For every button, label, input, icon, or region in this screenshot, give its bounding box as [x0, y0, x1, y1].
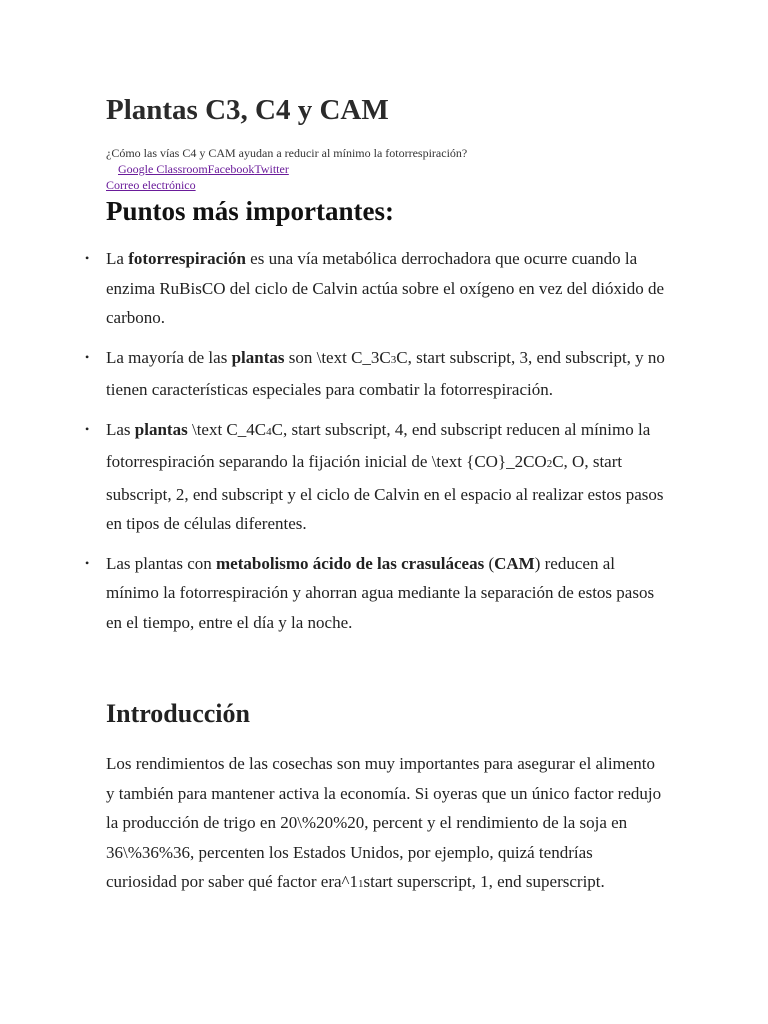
text-span: La — [106, 249, 129, 268]
share-twitter-link[interactable]: Twitter — [254, 162, 289, 176]
subscript: 3 — [390, 353, 397, 366]
share-google-classroom-link[interactable]: Google Classroom — [118, 162, 208, 176]
subscript: 2 — [546, 458, 553, 470]
key-points-list — [85, 244, 666, 647]
text-span: son \text C_3C — [284, 347, 391, 367]
text-span: Las plantas con — [106, 553, 216, 573]
text-span: C, start subscript, 3, end subscript, y no tienen características especiales para combatir la fotorrespiración. — [106, 347, 665, 399]
share-facebook-link[interactable]: Facebook — [207, 162, 255, 176]
introduction-heading: Introducción — [106, 699, 250, 728]
share-email-link[interactable]: Correo electrónico — [106, 178, 196, 192]
introduction-paragraph — [106, 749, 666, 900]
list-item — [85, 244, 666, 333]
superscript: 1 — [358, 878, 364, 890]
text-span: Las — [106, 419, 135, 439]
list-item — [85, 549, 666, 638]
bold-term: plantas — [134, 419, 188, 439]
bullet-icon: • — [85, 555, 90, 570]
bold-term: fotorrespiración — [128, 249, 246, 268]
text-span: C, start subscript, 4, end subscript reducen al mínimo la fotorrespiración separando la fijación inicial de \text {CO}_2CO — [106, 419, 651, 471]
page-subtitle: ¿Cómo las vías C4 y CAM ayudan a reducir al mínimo la fotorrespiración? — [106, 146, 468, 160]
bullet-icon: • — [85, 349, 90, 364]
text-span: C, O, start subscript, 2, end subscript y el ciclo de Calvin en el espacio al realizar estos pasos en tipos de células diferentes. — [106, 452, 664, 533]
bold-term: plantas — [231, 347, 285, 367]
bold-term: CAM — [494, 553, 535, 573]
text-span: \text C_4C — [187, 419, 267, 439]
list-item — [85, 415, 666, 539]
text-span: ) reducen al mínimo la fotorrespiración y ahorran agua mediante la separación de estos pasos en el tiempo, entre el día y la noche. — [106, 553, 655, 632]
bullet-icon: • — [85, 421, 90, 436]
key-points-heading: Puntos más importantes: — [106, 196, 394, 226]
share-links-email — [106, 177, 196, 193]
page-title: Plantas C3, C4 y CAM — [106, 94, 389, 126]
subscript: 4 — [266, 425, 272, 438]
text-span: start superscript, 1, end superscript. — [363, 872, 605, 891]
list-item — [85, 343, 666, 405]
text-span: La mayoría de las — [106, 347, 232, 367]
text-span: Los rendimientos de las cosechas son muy importantes para asegurar el alimento y también para mantener activa la economía. Si oyeras que un único factor redujo la producción de trigo en 20\%20%20, percent y el rendimiento de la soja en 36\%36%36, percenten los Estados Unidos, por ejemplo, quizá tendrías curiosidad por saber qué factor era^1 — [106, 754, 662, 891]
bold-term: metabolismo ácido de las crasuláceas — [216, 553, 485, 573]
share-links — [118, 161, 289, 177]
bullet-icon: • — [85, 251, 90, 265]
text-span: ( — [484, 553, 495, 573]
text-span: es una vía metabólica derrochadora que ocurre cuando la enzima RuBisCO del ciclo de Calvin actúa sobre el oxígeno en vez del dióxido de carbono. — [106, 249, 665, 327]
